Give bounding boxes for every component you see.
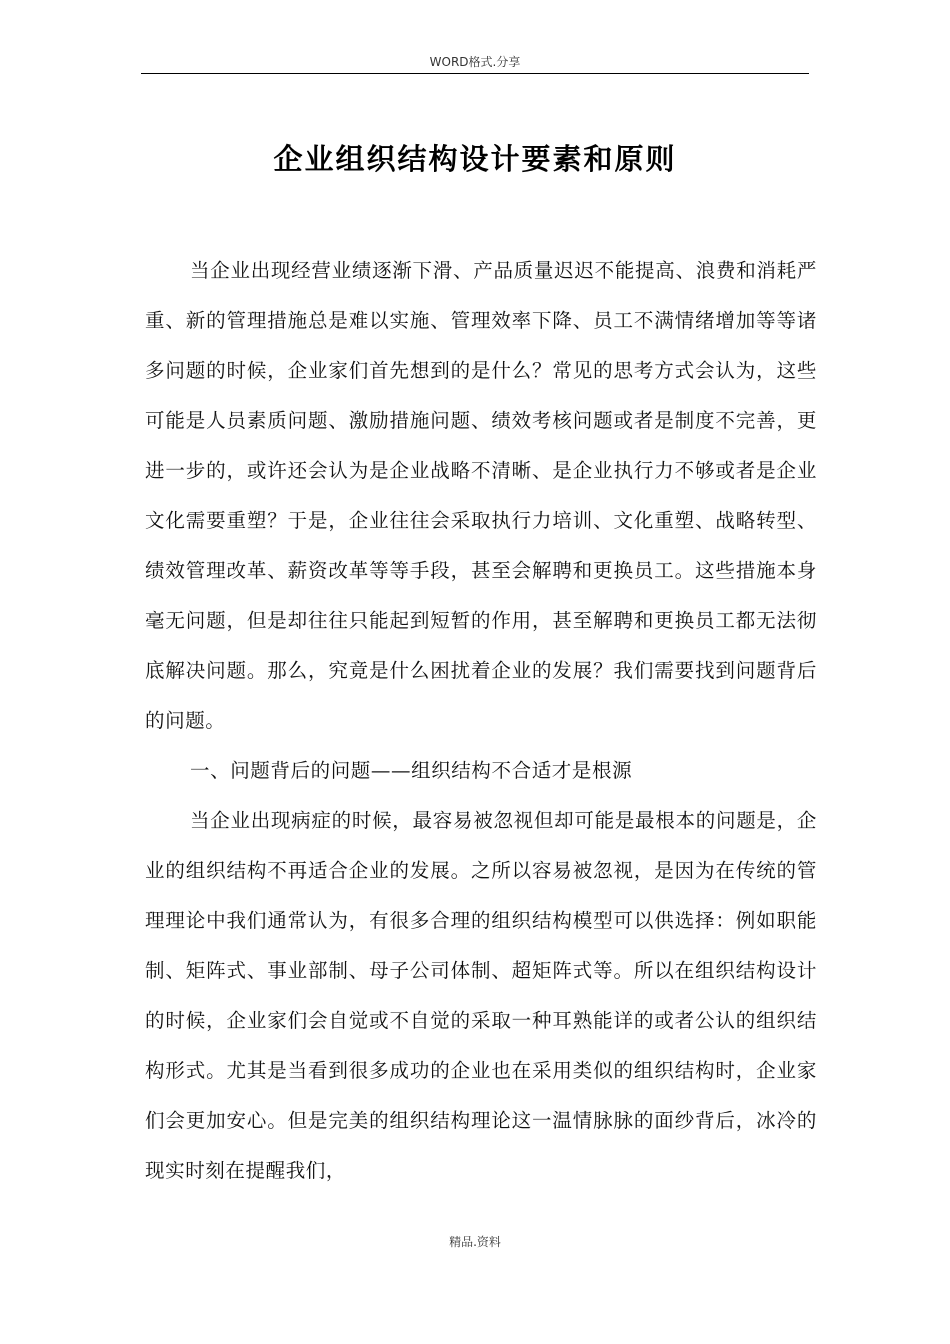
paragraph-section-1: 当企业出现病症的时候，最容易被忽视但却可能是最根本的问题是，企业的组织结构不再适合企业的发展。之所以容易被忽视，是因为在传统的管理理论中我们通常认为，有很多合理的组织结构模型可以供选择：例如职能制、矩阵式、事业部制、母子公司体制、超矩阵式等。所以在组织结构设计的时候，企业家们会自觉或不自觉的采取一种耳熟能详的或者公认的组织结构形式。尤其是当看到很多成功的企业也在采用类似的组织结构时，企业家们会更加安心。但是完美的组织结构理论这一温情脉脉的面纱背后，冰冷的现实时刻在提醒我们， [145, 809, 817, 1182]
page-header: WORD格式.分享 [429, 55, 521, 69]
page-footer: 精品.资料 [449, 1235, 501, 1249]
paragraph-intro: 当企业出现经营业绩逐渐下滑、产品质量迟迟不能提高、浪费和消耗严重、新的管理措施总是难以实施、管理效率下降、员工不满情绪增加等等诸多问题的时候，企业家们首先想到的是什么？常见的思考方式会认为，这些可能是人员素质问题、激励措施问题、绩效考核问题或者是制度不完善，更进一步的，或许还会认为是企业战略不清晰、是企业执行力不够或者是企业文化需要重塑？于是，企业往往会采取执行力培训、文化重塑、战略转型、绩效管理改革、薪资改革等等手段，甚至会解聘和更换员工。这些措施本身毫无问题，但是却往往只能起到短暂的作用，甚至解聘和更换员工都无法彻底解决问题。那么，究竟是什么困扰着企业的发展？我们需要找到问题背后的问题。 [145, 259, 817, 732]
section-heading: 一、问题背后的问题——组织结构不合适才是根源 [190, 759, 633, 782]
document-title: 企业组织结构设计要素和原则 [273, 142, 677, 176]
document-body [145, 246, 817, 1196]
header-divider [141, 73, 809, 74]
